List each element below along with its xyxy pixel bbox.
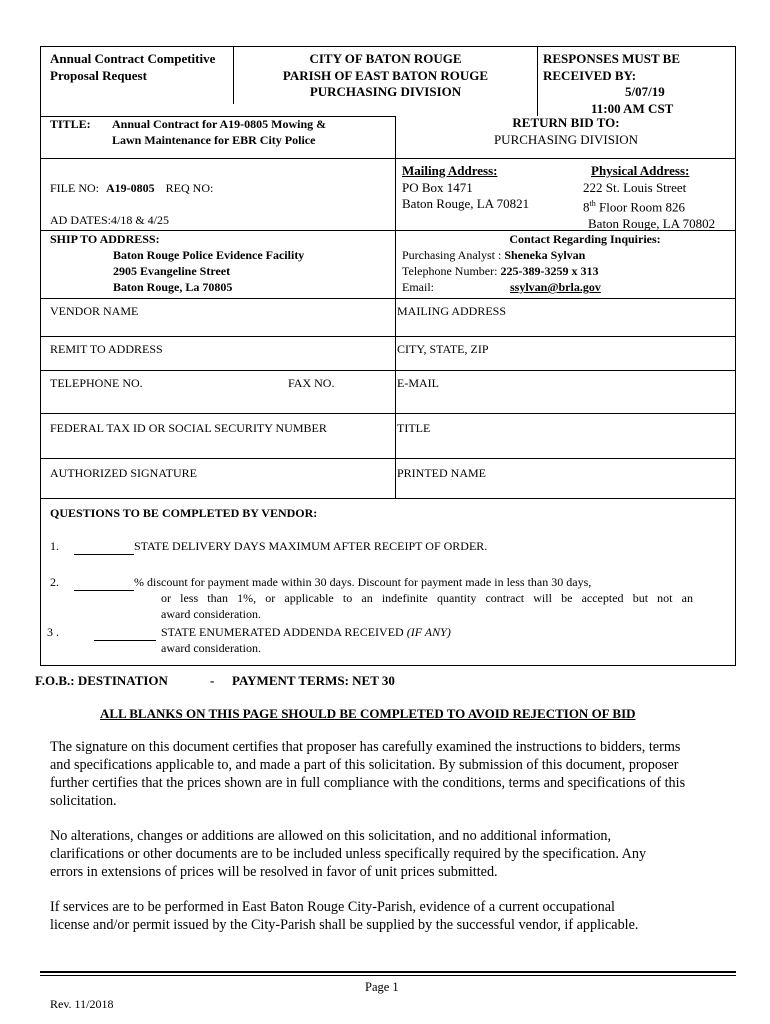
file-number-line	[50, 180, 213, 196]
proposal-type-line-1: Annual Contract Competitive	[50, 51, 216, 66]
question-1	[50, 538, 487, 555]
solicitation-title	[112, 116, 326, 148]
proposal-type-line-2: Proposal Request	[50, 67, 147, 83]
phone-value: 225-389-3259 x 313	[500, 264, 599, 278]
question-3-line-2: award consideration.	[161, 641, 261, 655]
phone-line	[402, 263, 730, 279]
license-line-1: If services are to be performed in East Baton Rouge City-Parish, evidence of a current occupational	[50, 899, 615, 915]
question-1-blank[interactable]	[74, 538, 134, 555]
floor-room: Floor Room 826	[595, 199, 685, 215]
proposal-type	[50, 51, 215, 84]
deadline-heading-2: RECEIVED BY:	[543, 67, 637, 83]
title-label: TITLE:	[50, 117, 91, 131]
floor-number: 8	[583, 199, 590, 215]
question-1-text: STATE DELIVERY DAYS MAXIMUM AFTER RECEIPT OF ORDER.	[134, 539, 488, 553]
question-2-blank[interactable]	[74, 574, 134, 591]
rejection-warning: ALL BLANKS ON THIS PAGE SHOULD BE COMPLETED TO AVOID REJECTION OF BID	[100, 706, 636, 721]
deadline-heading-1: RESPONSES MUST BE	[543, 51, 681, 66]
ship-to-heading: SHIP TO ADDRESS:	[50, 232, 160, 246]
remit-to-field[interactable]: REMIT TO ADDRESS	[50, 342, 163, 356]
deadline-date: 5/07/19	[625, 84, 665, 99]
return-bid-block	[396, 115, 736, 148]
signature-field[interactable]: AUTHORIZED SIGNATURE	[50, 466, 197, 480]
analyst-label: Purchasing Analyst :	[402, 248, 505, 262]
mailing-address-line-2: Baton Rouge, LA 70821	[402, 196, 530, 211]
file-no-label: FILE NO:	[50, 181, 99, 195]
email-line	[402, 279, 730, 295]
license-paragraph	[50, 898, 720, 934]
city-state-zip-field[interactable]: CITY, STATE, ZIP	[397, 342, 489, 356]
question-3-blank[interactable]	[94, 624, 156, 641]
question-2-line-3: award consideration.	[161, 607, 261, 621]
revision-date: Rev. 11/2018	[50, 997, 114, 1011]
footer-rule	[40, 971, 736, 973]
question-2-number: 2.	[50, 575, 59, 589]
physical-address-block	[583, 163, 715, 232]
ship-to-line-1: Baton Rouge Police Evidence Facility	[113, 248, 305, 262]
telephone-field[interactable]: TELEPHONE NO.	[50, 376, 143, 390]
question-1-number: 1.	[50, 539, 59, 553]
req-no-label: REQ NO:	[165, 181, 214, 195]
question-2-line-1: % discount for payment made within 30 days. Discount for payment made in less than 30 days,	[134, 575, 592, 589]
certification-line-2: and specifications applicable to, and made a part of this solicitation. By submission of this document, proposer	[50, 757, 679, 773]
physical-address-heading: Physical Address:	[591, 163, 690, 178]
mailing-address-line-1: PO Box 1471	[402, 179, 473, 195]
ad-dates: AD DATES:4/18 & 4/25	[50, 213, 170, 227]
payment-terms: PAYMENT TERMS: NET 30	[232, 673, 395, 688]
return-bid-heading: RETURN BID TO:	[512, 115, 620, 130]
question-3-note: (IF ANY)	[406, 625, 451, 639]
response-deadline	[543, 51, 729, 117]
floor-suffix: th	[589, 199, 596, 208]
question-3	[47, 624, 451, 641]
footer-rule-thin	[40, 975, 736, 976]
alterations-paragraph	[50, 827, 720, 881]
issuer-division: PURCHASING DIVISION	[309, 84, 462, 99]
alterations-line-3: errors in extensions of prices will be resolved in favor of unit prices submitted.	[50, 864, 498, 880]
mailing-address-field[interactable]: MAILING ADDRESS	[397, 304, 507, 318]
alterations-line-1: No alterations, changes or additions are allowed on this solicitation, and no additional information,	[50, 828, 612, 844]
analyst-line	[402, 247, 730, 263]
question-3-text: STATE ENUMERATED ADDENDA RECEIVED	[161, 625, 407, 639]
ship-to-line-2: 2905 Evangeline Street	[113, 264, 231, 278]
physical-address-line-3: Baton Rouge, LA 70802	[588, 215, 716, 231]
certification-line-1: The signature on this document certifies that proposer has carefully examined the instructions to bidders, terms	[50, 739, 681, 755]
deadline-time: 11:00 AM CST	[591, 100, 674, 116]
printed-name-field[interactable]: PRINTED NAME	[397, 466, 486, 480]
email-field[interactable]: E-MAIL	[397, 376, 439, 390]
issuer-block	[234, 51, 537, 101]
question-2	[50, 574, 591, 591]
tax-id-field[interactable]: FEDERAL TAX ID OR SOCIAL SECURITY NUMBER	[50, 421, 327, 435]
fax-field[interactable]: FAX NO.	[288, 376, 335, 390]
terms-separator: -	[210, 673, 215, 688]
email-link[interactable]: ssylvan@brla.gov	[510, 280, 601, 294]
question-2-line-2: or less than 1%, or applicable to an indefinite quantity contract will be accepted but not an	[161, 591, 693, 605]
ship-to-line-3: Baton Rouge, La 70805	[113, 280, 233, 294]
title-field[interactable]: TITLE	[397, 421, 431, 435]
mailing-address-heading: Mailing Address:	[402, 163, 498, 178]
page-number: Page 1	[365, 980, 399, 994]
analyst-name: Sheneka Sylvan	[504, 248, 586, 262]
question-3-number: 3 .	[47, 625, 59, 639]
certification-line-3: further certifies that the prices shown are in full compliance with the conditions, terms and specifications of this	[50, 775, 686, 791]
mailing-address-block	[402, 163, 529, 213]
issuer-city: CITY OF BATON ROUGE	[309, 51, 462, 66]
phone-label: Telephone Number:	[402, 264, 501, 278]
contact-heading: Contact Regarding Inquiries:	[509, 232, 661, 246]
solicitation-title-line-2: Lawn Maintenance for EBR City Police	[112, 133, 316, 147]
certification-line-4: solicitation.	[50, 793, 117, 809]
ship-to-block	[50, 231, 304, 295]
fob-terms: F.O.B.: DESTINATION	[35, 673, 168, 688]
email-label: Email:	[402, 280, 434, 294]
contact-block	[402, 231, 730, 295]
vendor-name-field[interactable]: VENDOR NAME	[50, 304, 139, 318]
file-no-value: A19-0805	[106, 181, 155, 195]
issuer-parish: PARISH OF EAST BATON ROUGE	[282, 67, 489, 83]
certification-paragraph	[50, 738, 720, 810]
questions-heading: QUESTIONS TO BE COMPLETED BY VENDOR:	[50, 506, 318, 520]
solicitation-title-line-1: Annual Contract for A19-0805 Mowing &	[112, 117, 327, 131]
physical-address-line-2	[583, 196, 715, 216]
alterations-line-2: clarifications or other documents are to be included unless specifically required by the specification. Any	[50, 846, 647, 862]
physical-address-line-1: 222 St. Louis Street	[583, 179, 687, 195]
license-line-2: license and/or permit issued by the City-Parish shall be supplied by the successful vendor, if applicable.	[50, 917, 639, 933]
return-bid-division: PURCHASING DIVISION	[493, 131, 639, 147]
